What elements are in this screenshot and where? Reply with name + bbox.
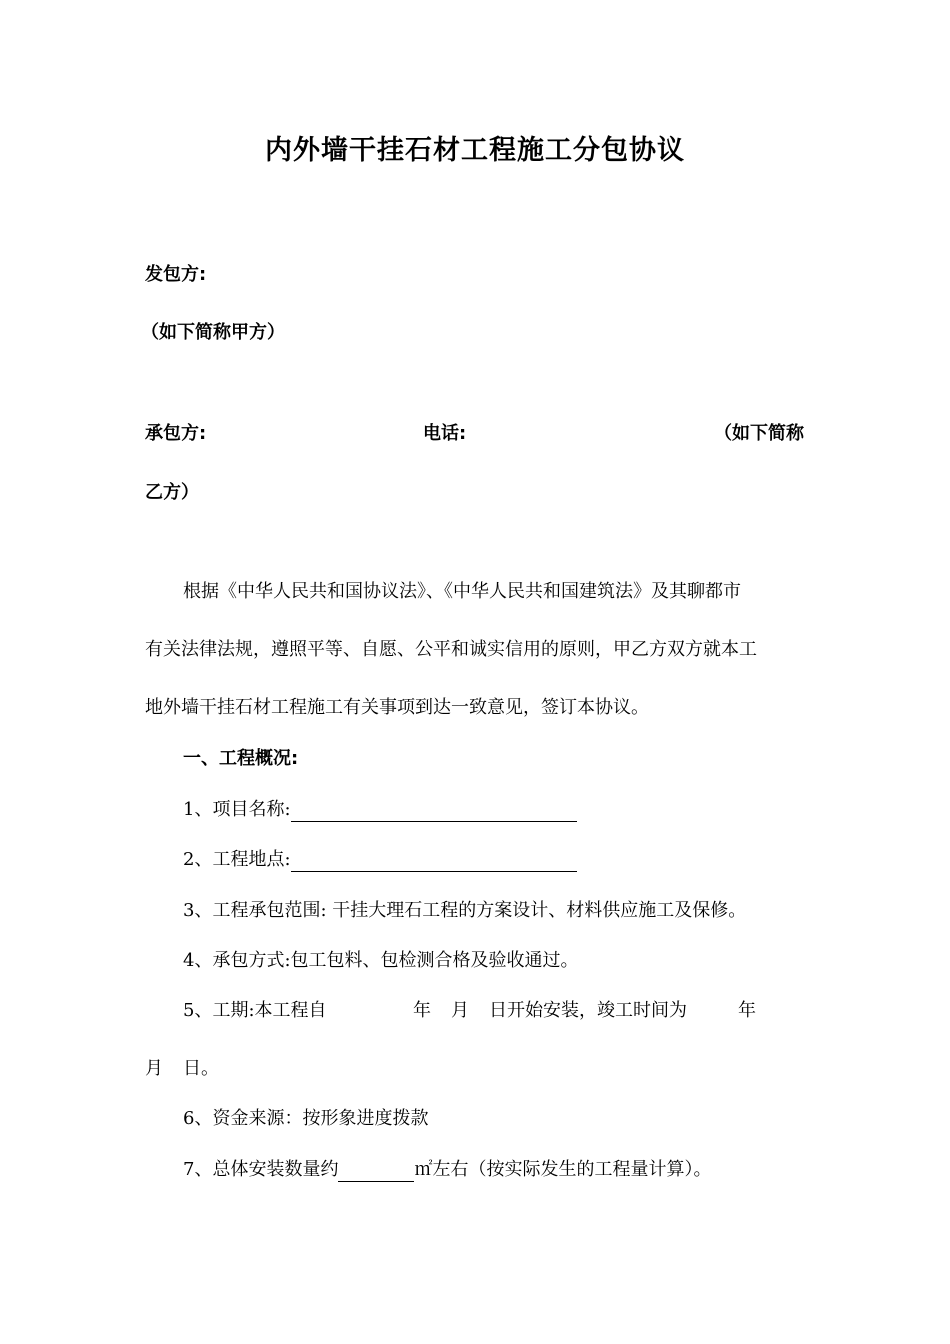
item-6-funding: 6、资金来源：按形象进度拨款 (183, 1108, 429, 1129)
project-name-blank (291, 801, 577, 822)
party-a-label: 发包方: (145, 264, 207, 285)
project-location-blank (291, 851, 577, 872)
item-2-project-location (183, 848, 577, 872)
item-1-project-name (183, 798, 577, 822)
item-5-start-year: 年 (413, 1000, 431, 1021)
item-3-scope: 3、工程承包范围: 干挂大理石工程的方案设计、材料供应施工及保修。 (183, 900, 747, 921)
document-title: 内外墙干挂石材工程施工分包协议 (265, 135, 685, 166)
item-5-end-year: 年 (738, 1000, 756, 1021)
item-7-quantity (183, 1158, 711, 1182)
item-5-end-month: 月 (145, 1058, 163, 1079)
party-b-alias-part1: （如下简称 (714, 423, 804, 444)
item-5-start-month: 月 (451, 1000, 469, 1021)
item-7-label: 7、总体安装数量约 (183, 1159, 339, 1180)
section-1-heading: 一、工程概况: (183, 748, 299, 769)
item-7-unit-text: ㎡左右（按实际发生的工程量计算）。 (414, 1159, 712, 1180)
item-5-schedule-label: 5、工期:本工程自 (183, 1000, 327, 1021)
party-b-alias-part2: 乙方） (145, 482, 199, 503)
party-b-phone-label: 电话: (423, 423, 467, 444)
party-b-label: 承包方: (145, 423, 207, 444)
party-a-alias: （如下简称甲方） (141, 322, 285, 343)
quantity-blank (338, 1161, 414, 1182)
intro-line-2: 有关法律法规，遵照平等、自愿、公平和诚实信用的原则，甲乙方双方就本工 (145, 639, 757, 660)
intro-line-1: 根据《中华人民共和国协议法》、《中华人民共和国建筑法》及其聊都市 (183, 581, 741, 602)
item-4-contract-mode: 4、承包方式:包工包料、包检测合格及验收通过。 (183, 950, 579, 971)
intro-line-3: 地外墙干挂石材工程施工有关事项到达一致意见，签订本协议。 (145, 697, 649, 718)
item-5-start-day: 日开始安装，竣工时间为 (489, 1000, 687, 1021)
item-2-label: 2、工程地点: (183, 849, 291, 870)
item-5-end-day: 日。 (183, 1058, 219, 1079)
item-1-label: 1、项目名称: (183, 799, 291, 820)
